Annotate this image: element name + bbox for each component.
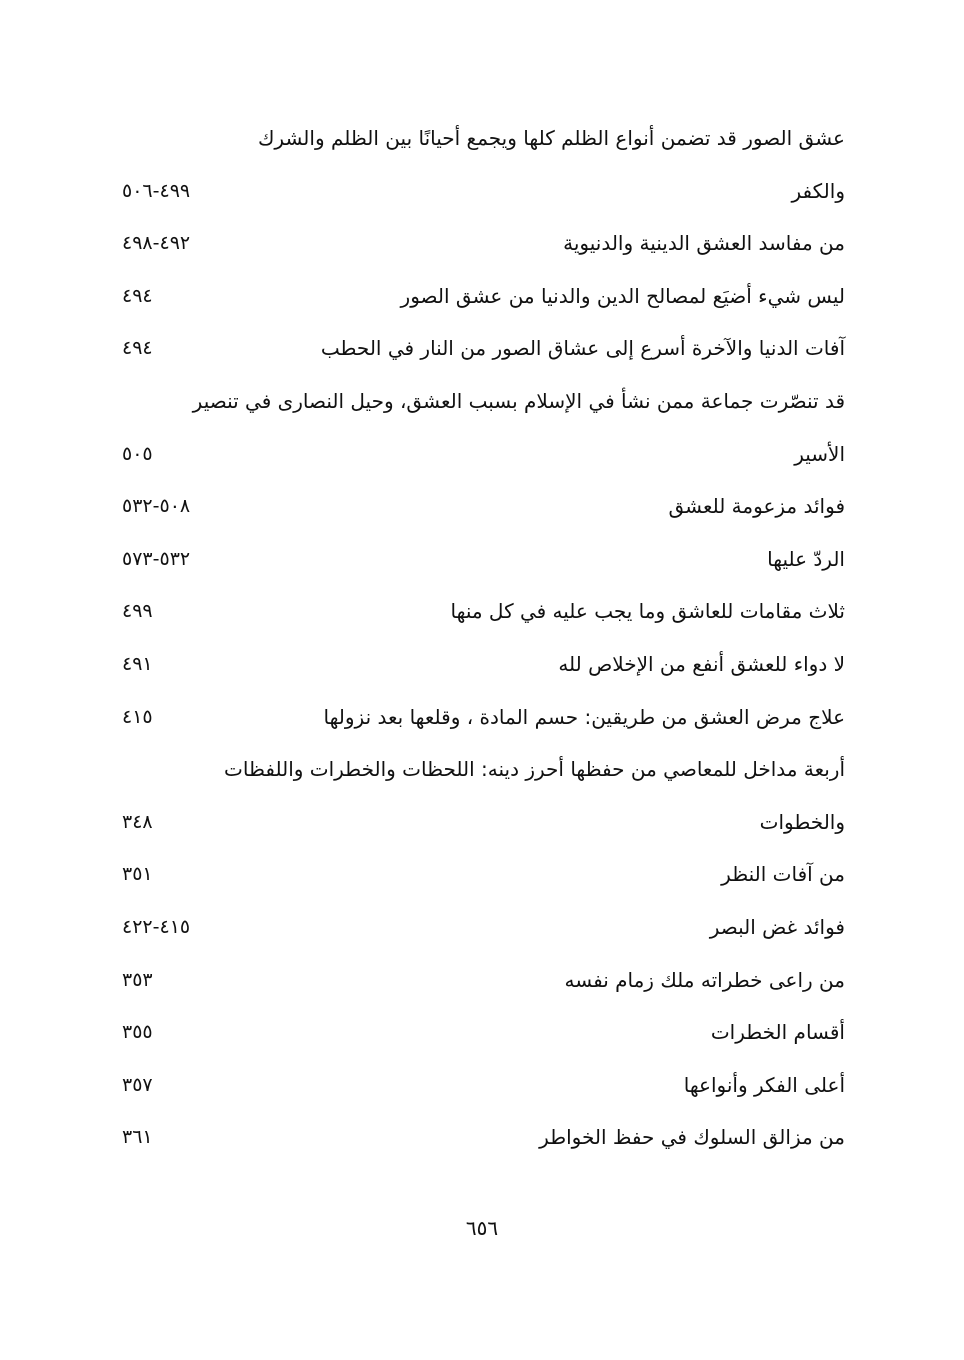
entry-page-ref: ٥٣٢-٥٧٣ <box>122 547 191 570</box>
entry-text: أربعة مداخل للمعاصي من حفظها أحرز دينه: اللحظات والخطرات واللفظات <box>224 757 845 782</box>
index-entry <box>100 1008 845 1061</box>
index-entry <box>100 219 845 272</box>
index-list <box>100 114 845 1166</box>
index-entry <box>100 745 845 798</box>
index-entry <box>100 587 845 640</box>
index-entry <box>100 535 845 588</box>
entry-page-ref: ٣٦١ <box>122 1126 153 1149</box>
entry-text: عشق الصور قد تضمن أنواع الظلم كلها ويجمع أحيانًا بين الظلم والشرك <box>257 126 845 150</box>
entry-text: آفات الدنيا والآخرة أسرع إلى عشاق الصور من النار في الحطب <box>320 336 845 361</box>
entry-page-ref: ٤٩١ <box>122 652 153 675</box>
entry-page-ref: ٣٥١ <box>122 863 153 886</box>
index-entry <box>100 430 845 483</box>
entry-text: من مزالق السلوك في حفظ الخواطر <box>539 1125 845 1150</box>
entry-page-ref: ٤٩٢-٤٩٨ <box>122 232 191 255</box>
index-entry <box>100 693 845 746</box>
index-entry <box>100 324 845 377</box>
index-entry <box>100 956 845 1009</box>
footer-page-number: ٦٥٦ <box>465 1216 499 1240</box>
entry-text: والكفر <box>791 178 845 203</box>
entry-page-ref: ٤٩٤ <box>122 284 153 307</box>
entry-page-ref: ٤٩٤ <box>122 337 153 360</box>
index-entry <box>100 482 845 535</box>
entry-page-ref: ٥٠٥ <box>122 442 153 465</box>
entry-text: الأسير <box>794 441 845 466</box>
entry-page-ref: ٣٥٧ <box>122 1073 153 1096</box>
entry-page-ref: ٤١٥ <box>122 705 153 728</box>
index-entry <box>100 640 845 693</box>
entry-text: فوائد مزعومة للعشق <box>668 494 845 519</box>
entry-page-ref: ٣٥٣ <box>122 968 153 991</box>
entry-text: من راعى خطراته ملك زمام نفسه <box>564 967 845 992</box>
index-entry <box>100 1113 845 1166</box>
entry-page-ref: ٤١٥-٤٢٢ <box>122 915 191 938</box>
entry-text: قد تنصّرت جماعة ممن نشأ في الإسلام بسبب العشق، وحيل النصارى في تنصير <box>192 388 845 413</box>
index-entry <box>100 272 845 325</box>
index-entry <box>100 903 845 956</box>
entry-page-ref: ٥٠٨-٥٣٢ <box>122 495 191 518</box>
index-entry <box>100 798 845 851</box>
entry-page-ref: ٤٩٩-٥٠٦ <box>122 179 191 202</box>
index-entry <box>100 167 845 220</box>
entry-page-ref: ٤٩٩ <box>122 600 153 623</box>
entry-text: علاج مرض العشق من طريقين: حسم المادة ، وقلعها بعد نزولها <box>323 704 845 729</box>
entry-text: من مفاسد العشق الدينية والدنيوية <box>563 231 845 256</box>
entry-text: لا دواء للعشق أنفع من الإخلاص لله <box>558 651 845 676</box>
index-entry <box>100 850 845 903</box>
entry-page-ref: ٣٥٥ <box>122 1021 153 1044</box>
entry-text: فوائد غض البصر <box>709 914 845 939</box>
index-entry <box>100 1061 845 1114</box>
entry-text: ليس شيء أضيَع لمصالح الدين والدنيا من عشق الصور <box>400 283 845 308</box>
entry-text: أعلى الفكر وأنواعها <box>683 1072 845 1097</box>
index-entry <box>100 114 845 167</box>
entry-page-ref: ٣٤٨ <box>122 810 153 833</box>
entry-text: الردّ عليها <box>767 546 845 571</box>
entry-text: أقسام الخطرات <box>710 1020 845 1045</box>
entry-text: من آفات النظر <box>721 862 845 887</box>
entry-text: والخطوات <box>759 809 845 834</box>
entry-text: ثلاث مقامات للعاشق وما يجب عليه في كل منها <box>450 599 845 624</box>
index-entry <box>100 377 845 430</box>
